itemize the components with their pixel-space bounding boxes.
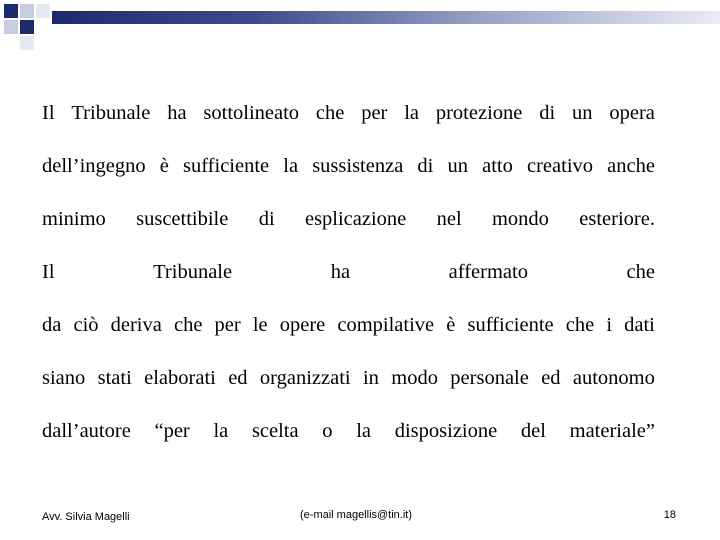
word: la: [404, 102, 420, 124]
word: protezione: [435, 102, 523, 124]
word: da: [42, 314, 62, 336]
word: è: [446, 314, 456, 336]
word: nel: [436, 208, 462, 230]
word: di: [539, 102, 556, 124]
text-line: [42, 361, 655, 414]
word: anche: [607, 155, 655, 177]
word: opera: [609, 102, 655, 124]
word: autonomo: [572, 367, 655, 389]
decor-square: [20, 4, 34, 18]
word: sufficiente: [182, 155, 270, 177]
word: dall’autore: [42, 420, 131, 442]
word: elaborati: [144, 367, 216, 389]
word: che: [315, 102, 345, 124]
word: di: [258, 208, 275, 230]
header-gradient-bar: [52, 11, 720, 24]
word: ha: [167, 102, 187, 124]
decor-square: [20, 36, 34, 50]
word: deriva: [110, 314, 162, 336]
word: le: [252, 314, 268, 336]
word: o: [322, 420, 333, 442]
decorative-header: [0, 0, 720, 60]
word: creativo: [527, 155, 594, 177]
word: un: [447, 155, 468, 177]
word: esteriore.: [579, 208, 655, 230]
word: per: [361, 102, 388, 124]
word: è: [159, 155, 169, 177]
word: Il: [42, 261, 55, 283]
text-line: [42, 96, 655, 149]
text-line: [42, 308, 655, 361]
word: compilative: [337, 314, 435, 336]
word: opere: [279, 314, 326, 336]
word: dati: [624, 314, 655, 336]
word: personale: [450, 367, 529, 389]
text-line: [42, 149, 655, 202]
word: di: [417, 155, 434, 177]
decor-square: [36, 4, 50, 18]
word: un: [572, 102, 593, 124]
word: materiale”: [569, 420, 655, 442]
word: del: [520, 420, 546, 442]
page-number: 18: [663, 509, 676, 521]
word: “per: [154, 420, 190, 442]
word: ha: [330, 261, 351, 283]
word: ciò: [73, 314, 99, 336]
word: affermato: [448, 261, 528, 283]
word: che: [626, 261, 655, 283]
word: i: [606, 314, 613, 336]
word: mondo: [491, 208, 549, 230]
word: ed: [228, 367, 248, 389]
decor-square: [20, 20, 34, 34]
text-line: [42, 255, 655, 308]
word: Tribunale: [71, 102, 151, 124]
word: atto: [482, 155, 513, 177]
footer-email: (e-mail magellis@tin.it): [300, 509, 413, 521]
word: Il: [42, 102, 55, 124]
decor-square: [4, 20, 18, 34]
word: ed: [541, 367, 561, 389]
footer-author: Avv. Silvia Magelli: [42, 511, 130, 523]
word: organizzati: [259, 367, 351, 389]
word: la: [213, 420, 229, 442]
word: sufficiente: [467, 314, 554, 336]
text-line: [42, 414, 655, 467]
word: la: [356, 420, 372, 442]
word: la: [283, 155, 299, 177]
word: sottolineato: [203, 102, 300, 124]
word: stati: [97, 367, 132, 389]
slide-body: [42, 96, 655, 467]
decor-square: [4, 4, 18, 18]
word: minimo: [42, 208, 106, 230]
word: modo: [391, 367, 438, 389]
word: dell’ingegno: [42, 155, 146, 177]
word: esplicazione: [304, 208, 407, 230]
word: per: [214, 314, 241, 336]
word: siano: [42, 367, 86, 389]
word: sussistenza: [312, 155, 404, 177]
word: in: [362, 367, 379, 389]
word: disposizione: [394, 420, 498, 442]
word: suscettibile: [136, 208, 229, 230]
word: che: [565, 314, 595, 336]
word: che: [173, 314, 203, 336]
word: Tribunale: [153, 261, 233, 283]
text-line: [42, 202, 655, 255]
word: scelta: [251, 420, 299, 442]
